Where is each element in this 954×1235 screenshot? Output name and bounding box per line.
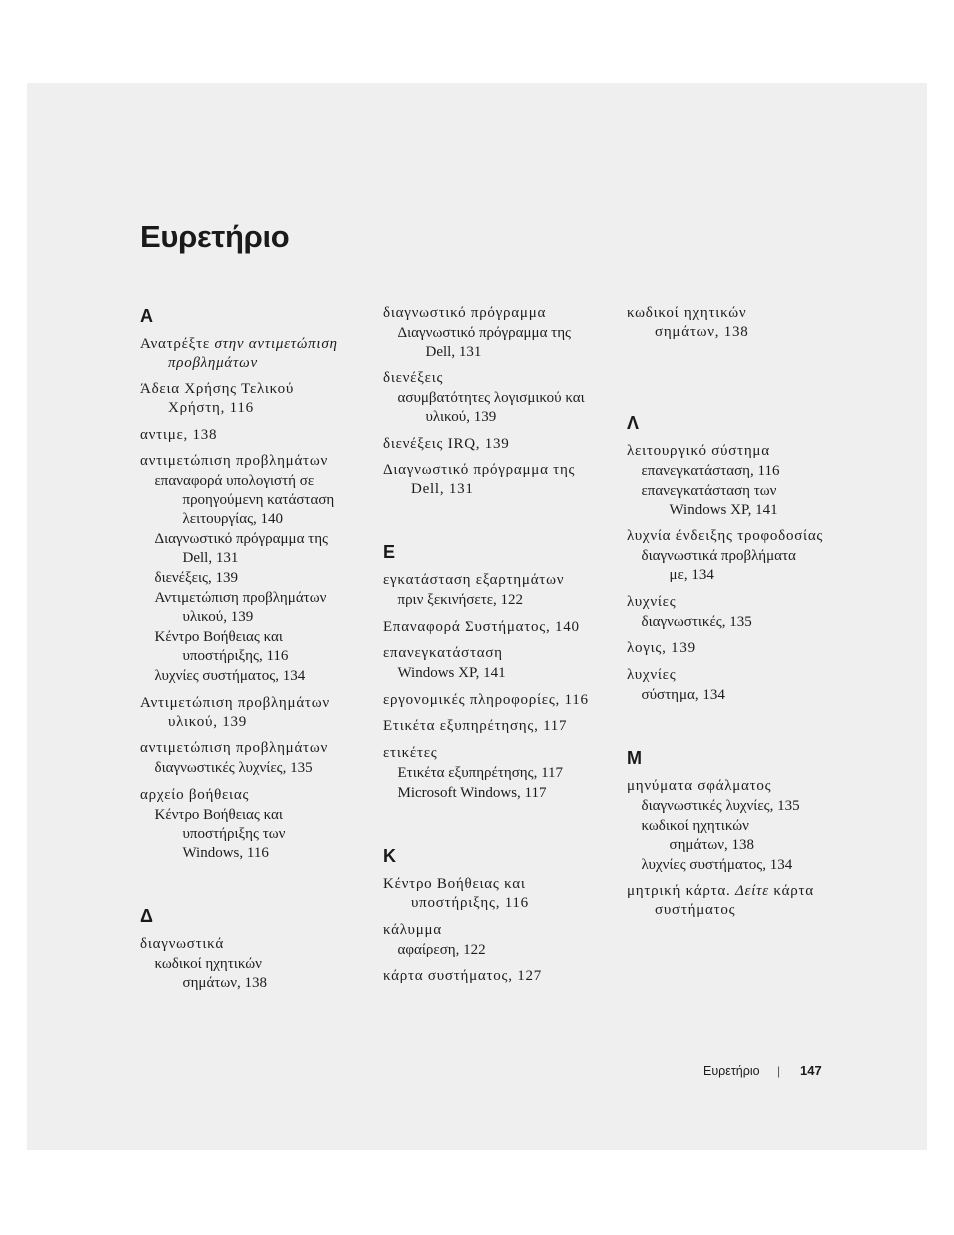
entry-line: κάρτα συστήματος, 127 xyxy=(383,968,542,984)
subentry xyxy=(383,591,623,610)
entry-line: λυχνία ένδειξης τροφοδοσίας xyxy=(627,528,824,544)
entry-line: υλικού, 139 xyxy=(168,713,247,730)
subentry-line: λυχνίες συστήματος, 134 xyxy=(641,856,793,873)
subentry-line: Windows, 116 xyxy=(182,844,269,861)
index-column xyxy=(140,306,380,993)
entry-line: Dell, 131 xyxy=(411,481,474,497)
subentry xyxy=(627,462,867,481)
subentry-line: Windows XP, 141 xyxy=(397,665,506,682)
entry-line: διενέξεις IRQ, 139 xyxy=(383,435,510,452)
footer-separator: | xyxy=(777,1064,781,1078)
entry-line: επανεγκατάσταση xyxy=(383,645,503,662)
index-entry xyxy=(627,639,867,658)
index-entry xyxy=(383,369,623,427)
entry-line: λογις, 139 xyxy=(627,640,696,656)
entry-emphasis: προβλημάτων xyxy=(168,354,258,371)
entry-line: αντιμετώπιση προβλημάτων xyxy=(140,740,328,756)
subentry-line: κωδικοί ηχητικών xyxy=(154,955,262,972)
subentry-line: υλικού, 139 xyxy=(182,609,254,625)
index-entry xyxy=(383,967,623,986)
entry-line xyxy=(140,354,380,373)
subentry-line: Ετικέτα εξυπηρέτησης, 117 xyxy=(397,764,564,781)
letter-heading: Μ xyxy=(627,747,642,768)
entry-text: Ανατρέξτε xyxy=(140,335,215,352)
subentry-line: σύστημα, 134 xyxy=(641,686,725,703)
entry-line: Ετικέτα εξυπηρέτησης, 117 xyxy=(383,718,568,735)
subentry-line: αφαίρεση, 122 xyxy=(397,941,486,958)
subentry-line: Microsoft Windows, 117 xyxy=(397,784,547,801)
entry-line: Κέντρο Βοήθειας και xyxy=(383,876,526,892)
entry-line: υποστήριξης, 116 xyxy=(411,895,529,911)
subentry-line: διαγνωστικές λυχνίες, 135 xyxy=(641,797,800,814)
index-entry xyxy=(627,527,867,585)
letter-heading: Κ xyxy=(383,846,396,866)
index-entry xyxy=(140,935,380,993)
subentry-line: επανεγκατάσταση, 116 xyxy=(641,462,780,479)
index-entry xyxy=(140,739,380,778)
subentry xyxy=(140,589,380,627)
index-entry xyxy=(383,304,623,362)
letter-heading: Δ xyxy=(140,905,153,926)
entry-text: μητρική κάρτα. xyxy=(627,883,735,900)
subentry xyxy=(140,667,380,686)
entry-line: αρχείο βοήθειας xyxy=(140,786,250,803)
subentry xyxy=(627,547,867,585)
index-entry xyxy=(627,304,867,342)
entry-line: λυχνίες xyxy=(627,593,677,610)
subentry-line: προηγούμενη κατάσταση xyxy=(182,492,335,508)
index-entry xyxy=(383,717,623,736)
entry-line: Επαναφορά Συστήματος, 140 xyxy=(383,618,580,635)
index-entry xyxy=(627,882,867,920)
index-entry xyxy=(140,694,380,732)
subentry-line: διαγνωστικές λυχνίες, 135 xyxy=(154,760,313,776)
index-entry xyxy=(383,571,623,610)
entry-line: μηνύματα σφάλματος xyxy=(627,777,772,794)
subentry xyxy=(627,817,867,855)
entry-emphasis: στην αντιμετώπιση xyxy=(214,335,338,352)
subentry xyxy=(140,759,380,778)
index-entry xyxy=(383,921,623,960)
subentry-line: επαναφορά υπολογιστή σε xyxy=(154,473,315,489)
entry-line: διαγνωστικά xyxy=(140,935,224,952)
subentry xyxy=(383,664,623,683)
subentry-line: διαγνωστικές, 135 xyxy=(641,613,752,630)
subentry xyxy=(140,569,380,588)
subentry xyxy=(627,686,867,705)
subentry xyxy=(140,955,380,993)
entry-line: κάλυμμα xyxy=(383,921,442,938)
subentry-line: Κέντρο Βοήθειας και xyxy=(154,806,283,823)
subentry-line: Κέντρο Βοήθειας και xyxy=(154,629,283,645)
subentry-line: λειτουργίας, 140 xyxy=(182,511,284,527)
subentry xyxy=(383,324,623,362)
subentry-line: Dell, 131 xyxy=(182,550,239,566)
subentry-line: διαγνωστικά προβλήματα xyxy=(641,548,796,564)
subentry-line: Διαγνωστικό πρόγραμμα της xyxy=(154,531,328,547)
subentry-line: υποστήριξης των xyxy=(182,825,286,842)
letter-heading: Λ xyxy=(627,412,640,433)
subentry xyxy=(383,764,623,783)
entry-line xyxy=(140,335,380,354)
entry-line: Αντιμετώπιση προβλημάτων xyxy=(140,694,330,711)
subentry-line: κωδικοί ηχητικών xyxy=(641,817,749,834)
subentry xyxy=(627,856,867,875)
index-entry xyxy=(627,777,867,875)
subentry-line: σημάτων, 138 xyxy=(182,974,268,991)
subentry xyxy=(383,784,623,803)
subentry-line: πριν ξεκινήσετε, 122 xyxy=(397,592,524,609)
entry-line: κωδικοί ηχητικών xyxy=(627,304,747,321)
subentry-line: διενέξεις, 139 xyxy=(154,570,238,586)
entry-emphasis: Δείτε xyxy=(735,883,769,900)
entry-line: λειτουργικό σύστημα xyxy=(627,442,770,459)
entry-line: Άδεια Χρήσης Τελικού xyxy=(140,381,295,397)
entry-line: αντιμετώπιση προβλημάτων xyxy=(140,453,328,469)
entry-line: εγκατάσταση εξαρτημάτων xyxy=(383,572,565,589)
index-entry xyxy=(383,744,623,803)
index-entry xyxy=(383,875,623,913)
subentry-line: Dell, 131 xyxy=(425,343,482,360)
subentry-line: επανεγκατάσταση των xyxy=(641,482,777,499)
index-column xyxy=(627,304,867,921)
subentry xyxy=(383,941,623,960)
subentry-line: με, 134 xyxy=(669,567,714,583)
subentry xyxy=(627,613,867,632)
index-entry xyxy=(140,380,380,418)
entry-line: αντιμε, 138 xyxy=(140,426,218,443)
subentry xyxy=(140,806,380,863)
letter-heading: Α xyxy=(140,305,153,326)
index-entry xyxy=(627,666,867,705)
entry-line: διαγνωστικό πρόγραμμα xyxy=(383,304,547,321)
index-entry xyxy=(140,452,380,686)
index-entry xyxy=(140,335,380,373)
subentry-line: ασυμβατότητες λογισμικού και xyxy=(397,390,585,406)
page-title: Ευρετήριο xyxy=(140,219,290,254)
entry-line: ετικέτες xyxy=(383,744,438,761)
subentry xyxy=(627,797,867,816)
entry-line: Χρήστη, 116 xyxy=(168,400,254,416)
entry-line: σημάτων, 138 xyxy=(655,323,749,340)
index-entry xyxy=(627,442,867,520)
entry-line: Διαγνωστικό πρόγραμμα της xyxy=(383,462,576,478)
index-entry xyxy=(383,644,623,683)
index-entry xyxy=(627,593,867,632)
index-entry xyxy=(383,435,623,454)
subentry-line: λυχνίες συστήματος, 134 xyxy=(154,668,306,684)
subentry xyxy=(140,472,380,529)
page-number: 147 xyxy=(800,1063,822,1078)
subentry-line: Αντιμετώπιση προβλημάτων xyxy=(154,590,327,606)
entry-line: εργονομικές πληροφορίες, 116 xyxy=(383,691,589,708)
entry-text: κάρτα xyxy=(768,883,814,900)
subentry xyxy=(627,482,867,520)
subentry xyxy=(140,628,380,666)
footer-section-title: Ευρετήριο xyxy=(703,1064,760,1078)
index-entry xyxy=(383,691,623,710)
entry-line: λυχνίες xyxy=(627,666,677,683)
index-column xyxy=(383,304,623,987)
subentry xyxy=(383,389,623,427)
subentry-line: Windows XP, 141 xyxy=(669,501,778,518)
entry-line: συστήματος xyxy=(655,902,736,919)
index-entry xyxy=(383,618,623,637)
index-entry xyxy=(140,426,380,445)
subentry-line: σημάτων, 138 xyxy=(669,836,755,853)
subentry xyxy=(140,530,380,568)
entry-line xyxy=(627,882,867,901)
index-entry xyxy=(140,786,380,863)
subentry-line: υποστήριξης, 116 xyxy=(182,648,289,664)
letter-heading: Ε xyxy=(383,542,396,563)
subentry-line: υλικού, 139 xyxy=(425,409,497,425)
entry-line: διενέξεις xyxy=(383,370,444,386)
index-entry xyxy=(383,461,623,499)
subentry-line: Διαγνωστικό πρόγραμμα της xyxy=(397,324,571,341)
